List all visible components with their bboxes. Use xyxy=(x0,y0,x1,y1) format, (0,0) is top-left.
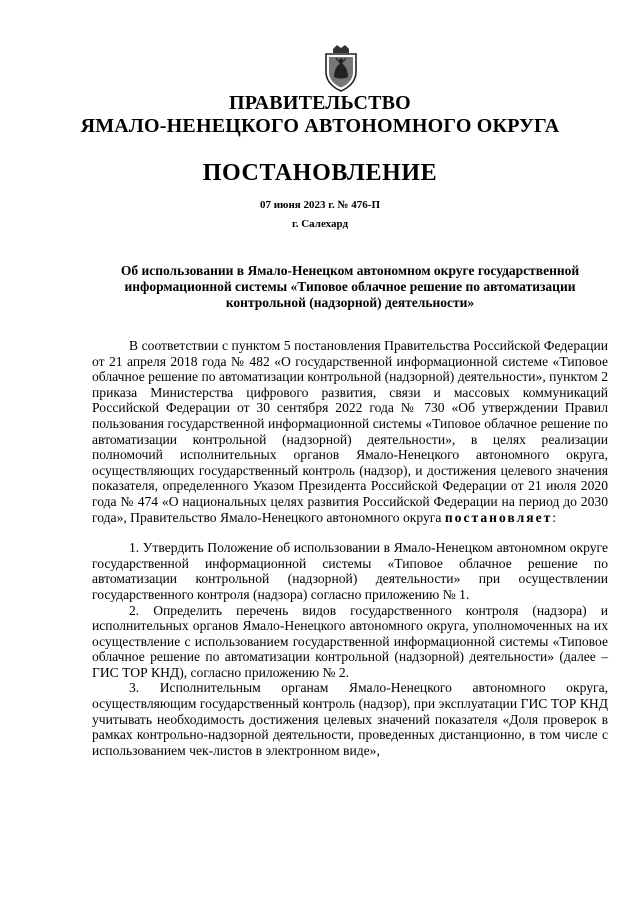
preamble-paragraph xyxy=(92,338,608,525)
government-line-2: ЯМАЛО-НЕНЕЦКОГО АВТОНОМНОГО ОКРУГА xyxy=(80,115,560,137)
government-name xyxy=(0,92,640,138)
city: г. Салехард xyxy=(291,218,349,230)
document-body xyxy=(92,338,608,758)
paragraph-1: 1. Утвердить Положение об использовании в Ямало-Ненецком автономном округе государственной информационной системы «Типовое облачное решение по автоматизации контрольной (надзорной) деятельности» при осуществлении государственного контроля (надзора) согласно приложению № 1. xyxy=(92,540,608,602)
resolves-colon: : xyxy=(552,509,557,525)
paragraph-2: 2. Определить перечень видов государственного контроля (надзора) и исполнительных органов Ямало-Ненецкого автономного округа, уполномоченных на их осуществление с использованием государственной информационной системы «Типовое облачное решение по автоматизации контрольной (надзорной) деятельности» (далее – ГИС ТОР КНД), согласно приложению № 2. xyxy=(92,602,608,680)
preamble-text: В соответствии с пунктом 5 постановления Правительства Российской Федерации от 21 апреля 2018 года № 482 «О государственной информационной системе «Типовое облачное решение по автоматизации контрольной (надзорной) деятельности», пунктом 2 приказа Министерства цифрового развития, связи и массовых коммуникаций Российской Федерации от 30 сентября 2022 года № 730 «Об утверждении Правил пользования государственной информационной системы «Типовое облачное решение по автоматизации контрольной (надзорной) деятельности», в целях реализации полномочий исполнительных органов Ямало-Ненецкого автономного округа, осуществляющих государственный контроль (надзор), и достижения целевого значения показателя, определенного Указом Президента Российской Федерации от 21 июля 2020 года № 474 «О национальных целях развития Российской Федерации на период до 2030 года», Правительство Ямало-Ненецкого автономного округа xyxy=(92,338,608,525)
resolves-word: постановляет xyxy=(444,509,553,525)
date-number: 07 июня 2023 г. № 476-П xyxy=(259,199,381,211)
coat-of-arms-icon xyxy=(322,44,360,92)
document-title: Об использовании в Ямало-Ненецком автономном округе государственной информационной системы «Типовое облачное решение по автоматизации контрольной (надзорной) деятельности» xyxy=(120,263,580,310)
paragraph-3: 3. Исполнительным органам Ямало-Ненецкого автономного округа, осуществляющим государственный контроль (надзор), при эксплуатации ГИС ТОР КНД учитывать необходимость достижения целевых значений показателя «Доля проверок в рамках контрольно-надзорной деятельности, проведенных дистанционно, в том числе с использованием чек-листов в электронном виде», xyxy=(92,680,608,758)
document-type: ПОСТАНОВЛЕНИЕ xyxy=(202,160,438,186)
government-line-1: ПРАВИТЕЛЬСТВО xyxy=(229,92,411,114)
